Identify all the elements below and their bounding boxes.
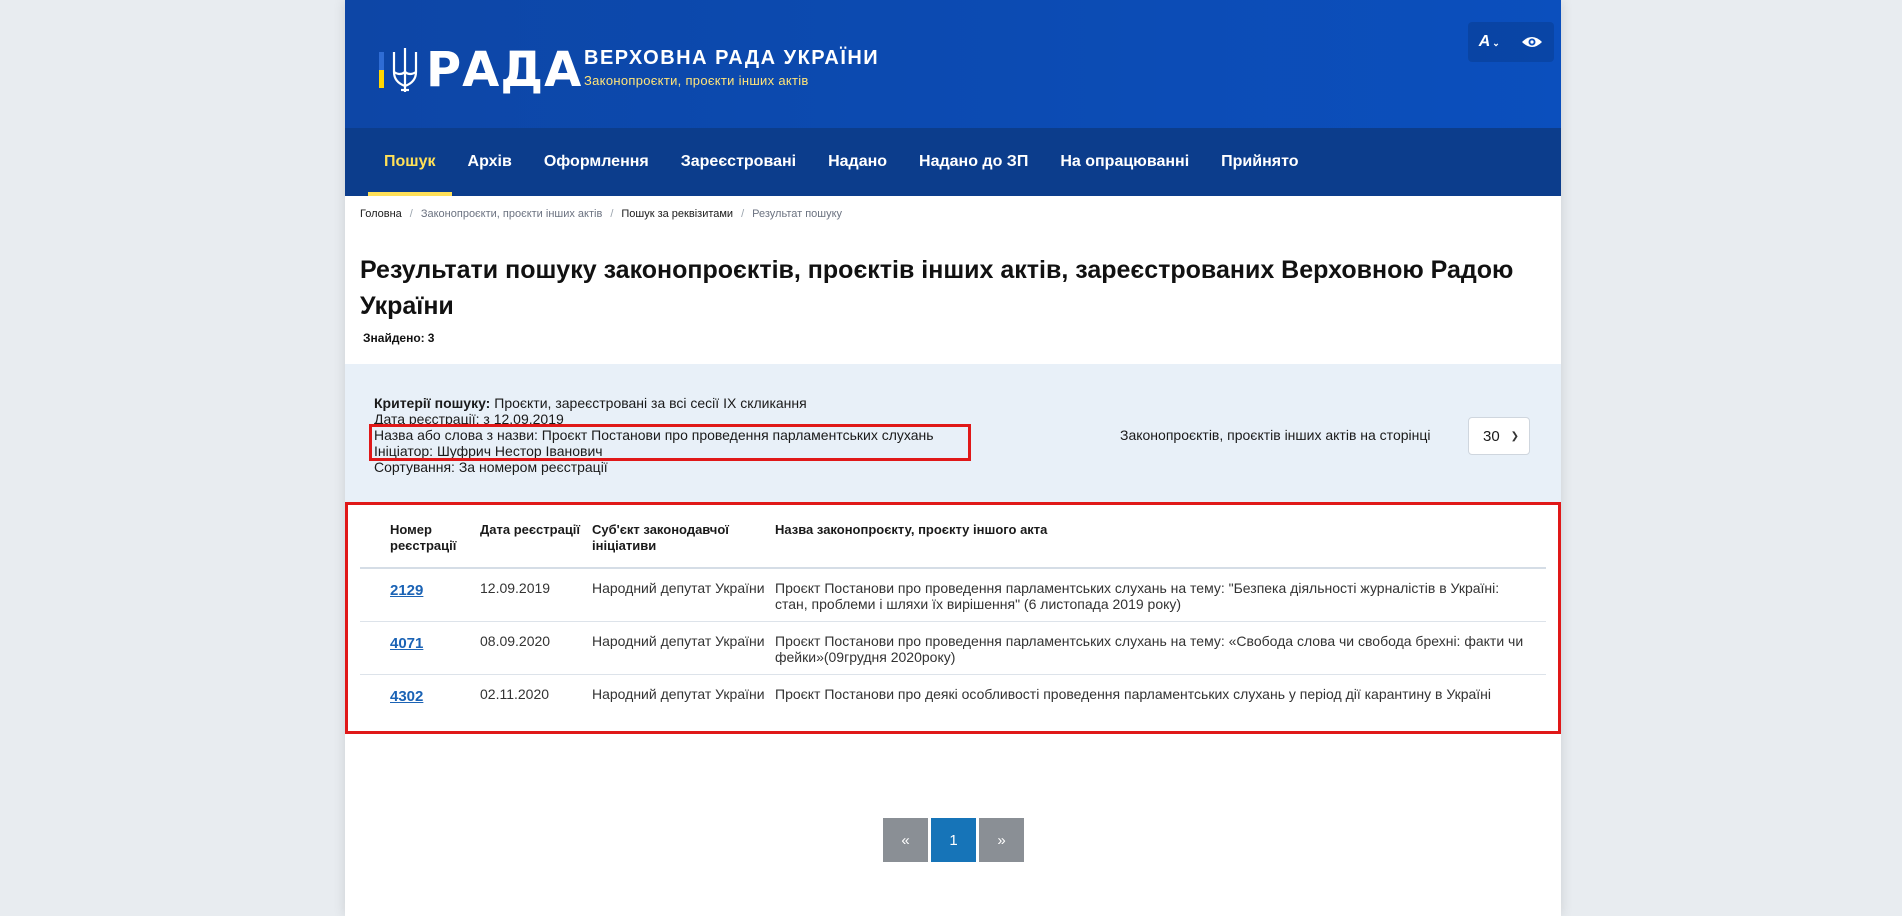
table-row [360,568,1546,621]
bill-date: 12.09.2019 [480,580,551,596]
criteria-date: Дата реєстрації: з 12.09.2019 [374,411,564,427]
page-title: Результати пошуку законопроєктів, проєктів інших актів, зареєстрованих Верховною Радою України [360,256,1514,320]
bill-name: Проєкт Постанови про проведення парламентських слухань на тему: «Свобода слова чи свобода брехні: факти чи фейки»(09грудня 2020року) [775,632,1524,665]
pagination-page-1[interactable]: 1 [931,818,976,862]
column-header-date: Дата реєстрації [480,522,581,537]
pagination-prev-button[interactable]: « [883,818,928,862]
column-header-subject: Суб'єкт законодавчої ініціативи [592,522,729,553]
criteria-label: Критерії пошуку: [374,395,491,411]
page-container [345,0,1561,916]
bill-subject: Народний депутат України [592,632,765,649]
logo-text: РАДА [426,42,583,98]
nav-item-registered[interactable]: Зареєстровані [680,153,797,170]
site-header [345,0,1561,128]
eye-icon[interactable] [1521,35,1543,49]
breadcrumb: Головна / Законопроєкти, проєкти інших актів / Пошук за реквізитами / Результат пошуку [360,208,843,220]
site-subtitle: Законопроєкти, проєкти інших актів [584,73,809,88]
search-criteria-panel [345,364,1561,764]
found-label: Знайдено: [363,331,425,345]
bill-subject: Народний депутат України [592,685,765,702]
bill-date: 02.11.2020 [480,685,550,702]
found-count [360,331,434,345]
nav-item-archive[interactable]: Архів [467,153,512,170]
pagination [883,818,1024,862]
criteria-initiator: Ініціатор: Шуфрич Нестор Іванович [374,443,603,459]
table-row [360,674,1546,727]
nav-item-search[interactable]: Пошук [368,128,452,196]
per-page-select[interactable] [1468,417,1530,455]
results-table [360,514,1546,727]
nav-item-in-review[interactable]: На опрацюванні [1060,153,1190,170]
chevron-down-icon: ⌄ [1492,38,1500,48]
bill-name: Проєкт Постанови про проведення парламентських слухань на тему: "Безпека діяльності журналістів в Україні: стан, проблеми і шляхи їх вирішення" (6 листопада 2019 року) [775,580,1500,612]
bill-date: 08.09.2020 [480,632,551,649]
nav-item-adopted[interactable]: Прийнято [1221,153,1299,170]
site-logo[interactable] [379,42,583,98]
bill-subject: Народний депутат України [592,580,765,596]
bill-name: Проєкт Постанови про деякі особливості проведення парламентських слухань у період дії карантину в Україні [775,685,1492,702]
criteria-value: Проєкти, зареєстровані за всі сесії IX скликання [494,395,807,411]
bill-number-link[interactable]: 2129 [390,582,424,599]
criteria-sort: Сортування: За номером реєстрації [374,459,608,475]
highlight-box-criteria [369,424,971,461]
site-title: ВЕРХОВНА РАДА УКРАЇНИ [584,47,880,69]
found-value: 3 [427,331,435,345]
accessibility-tools [1468,22,1554,62]
main-nav [345,128,1561,196]
trident-icon [390,46,420,94]
font-size-button[interactable]: A ⌄ [1478,33,1500,50]
breadcrumb-bills[interactable]: Законопроєкти, проєкти інших актів [420,208,603,220]
bill-number-link[interactable]: 4071 [390,634,424,652]
flag-icon [379,52,384,88]
table-row [360,621,1546,674]
per-page-label: Законопроєктів, проєктів інших актів на сторінці [1120,427,1431,443]
criteria-name: Назва або слова з назви: Проєкт Постанови про проведення парламентських слухань [374,427,934,443]
bill-number-link[interactable]: 4302 [390,687,424,705]
nav-item-processing[interactable]: Оформлення [543,153,649,170]
breadcrumb-current: Результат пошуку [752,208,843,220]
breadcrumb-search[interactable]: Пошук за реквізитами [621,208,734,220]
table-header-row [360,514,1546,568]
chevron-down-icon: ❯ [1510,430,1519,442]
breadcrumb-home[interactable]: Головна [360,208,402,220]
column-header-number: Номер реєстрації [390,522,457,553]
pagination-next-button[interactable]: » [979,818,1024,862]
nav-item-submitted-plenary[interactable]: Надано до ЗП [919,153,1029,170]
per-page-value: 30 [1483,427,1500,445]
nav-item-submitted[interactable]: Надано [828,153,888,170]
column-header-name: Назва законопроєкту, проєкту іншого акта [775,522,1048,537]
